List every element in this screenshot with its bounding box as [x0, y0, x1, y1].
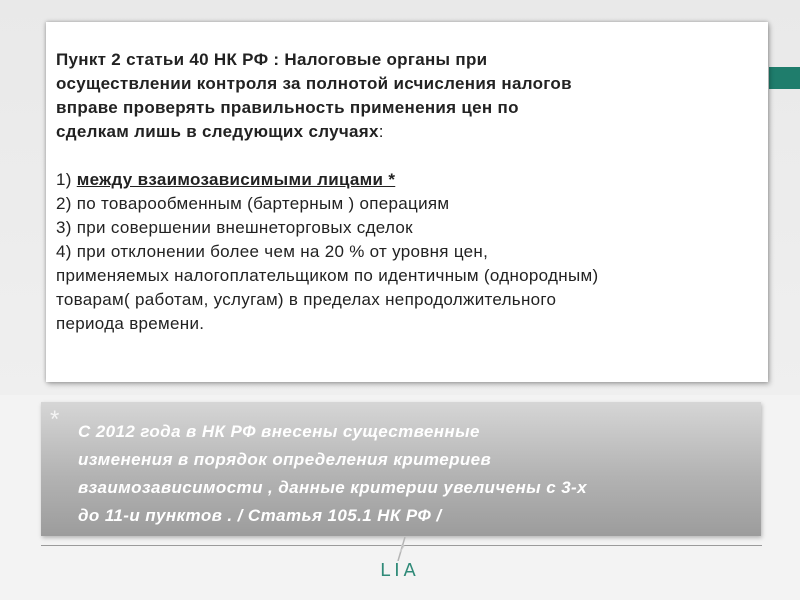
item-label: при совершении внешнеторговых сделок [76, 218, 413, 237]
item-number: 1) [56, 170, 77, 189]
list-item [56, 216, 756, 240]
article-heading [56, 48, 756, 144]
content-card [46, 22, 768, 382]
logo: LIA [380, 560, 420, 581]
note-text: С 2012 года в НК РФ внесены существенные изменения в порядок определения критериев взаимозависимости , данные критерии увеличены с 3-х до 11-и пунктов . / Статья 105.1 НК РФ / [78, 422, 587, 525]
item-label: по товарообменным (бартерным ) операциям [76, 194, 450, 213]
item-number: 2) [56, 194, 77, 213]
item-number: 4) [56, 242, 77, 261]
note-box [41, 402, 761, 536]
item-number: 3) [56, 218, 77, 237]
list-item [56, 240, 756, 336]
item-label: между взаимозависимыми лицами * [76, 170, 396, 189]
list-item [56, 168, 756, 192]
spacer [56, 144, 756, 168]
logo-slash-icon [392, 537, 410, 561]
asterisk-icon: * [50, 406, 60, 433]
heading-text: Пункт 2 статьи 40 НК РФ : Налоговые органы при осуществлении контроля за полнотой исчисления налогов вправе проверять правильность применения цен по сделкам лишь в следующих случаях [56, 50, 572, 141]
item-label: при отклонении более чем на 20 % от уровня цен, применяемых налогоплательщиком по идентичным (однородным) товарам( работам, услугам) в пределах непродолжительного периода времени. [56, 242, 599, 333]
accent-bar [769, 67, 800, 89]
heading-colon: : [378, 122, 384, 141]
list-item [56, 192, 756, 216]
card-text [56, 48, 756, 336]
